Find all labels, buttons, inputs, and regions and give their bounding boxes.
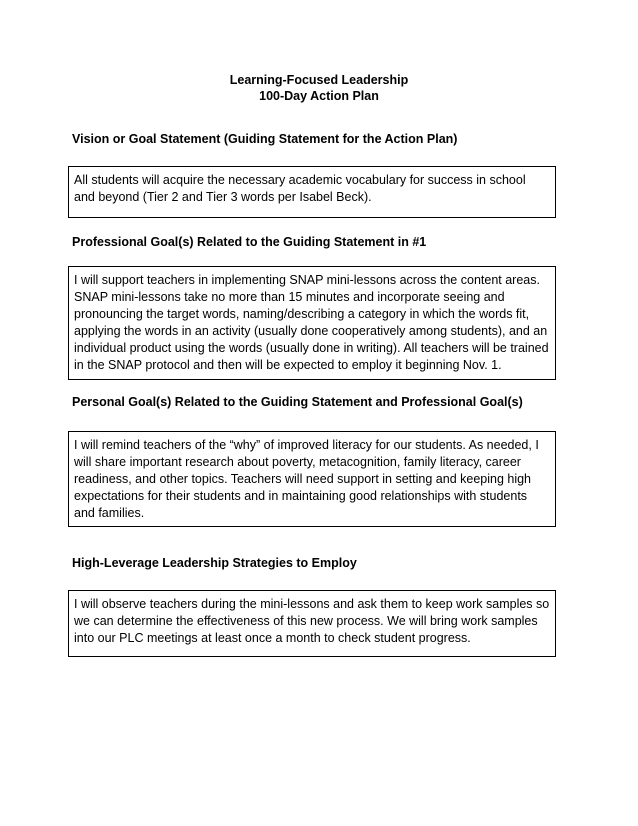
document-title: Learning-Focused Leadership bbox=[229, 73, 409, 87]
leadership-strategies-heading: High-Leverage Leadership Strategies to Employ bbox=[72, 556, 357, 570]
leadership-strategies-box bbox=[68, 590, 556, 657]
professional-goal-line: individual product using the words (usually done in writing). All teachers will be trained bbox=[74, 341, 549, 355]
document-title-block bbox=[0, 72, 638, 104]
professional-goal-line: SNAP mini-lessons take no more than 15 minutes and incorporate seeing and bbox=[74, 290, 505, 304]
professional-goal-heading: Professional Goal(s) Related to the Guiding Statement in #1 bbox=[72, 235, 427, 249]
professional-goal-box bbox=[68, 266, 556, 380]
personal-goal-heading: Personal Goal(s) Related to the Guiding Statement and Professional Goal(s) bbox=[72, 395, 523, 409]
vision-goal-box bbox=[68, 166, 556, 218]
vision-goal-line: and beyond (Tier 2 and Tier 3 words per Isabel Beck). bbox=[74, 190, 372, 204]
personal-goal-line: expectations for their students and in maintaining good relationships with students bbox=[74, 489, 528, 503]
personal-goal-line: readiness, and other topics. Teachers will need support in setting and keeping high bbox=[74, 472, 532, 486]
personal-goal-line: will share important research about poverty, metacognition, family literacy, career bbox=[74, 455, 521, 469]
professional-goal-line: in the SNAP protocol and then will be expected to employ it beginning Nov. 1. bbox=[74, 358, 502, 372]
professional-goal-line: I will support teachers in implementing SNAP mini-lessons across the content areas. bbox=[74, 273, 540, 287]
professional-goal-line: pronouncing the target words, naming/describing a category in which the words fit, bbox=[74, 307, 530, 321]
leadership-strategies-line: into our PLC meetings at least once a month to check student progress. bbox=[74, 631, 471, 645]
personal-goal-box bbox=[68, 431, 556, 527]
vision-goal-line: All students will acquire the necessary academic vocabulary for success in school bbox=[74, 173, 526, 187]
personal-goal-line: and families. bbox=[74, 506, 145, 520]
document-subtitle: 100-Day Action Plan bbox=[259, 89, 379, 103]
vision-goal-heading: Vision or Goal Statement (Guiding Statement for the Action Plan) bbox=[72, 132, 458, 146]
leadership-strategies-line: we can determine the effectiveness of this new process. We will bring work samples bbox=[74, 614, 538, 628]
leadership-strategies-line: I will observe teachers during the mini-lessons and ask them to keep work samples so bbox=[74, 597, 550, 611]
professional-goal-line: applying the words in an activity (usually done cooperatively among students), and an bbox=[74, 324, 548, 338]
personal-goal-line: I will remind teachers of the “why” of improved literacy for our students. As needed, I bbox=[74, 438, 539, 452]
